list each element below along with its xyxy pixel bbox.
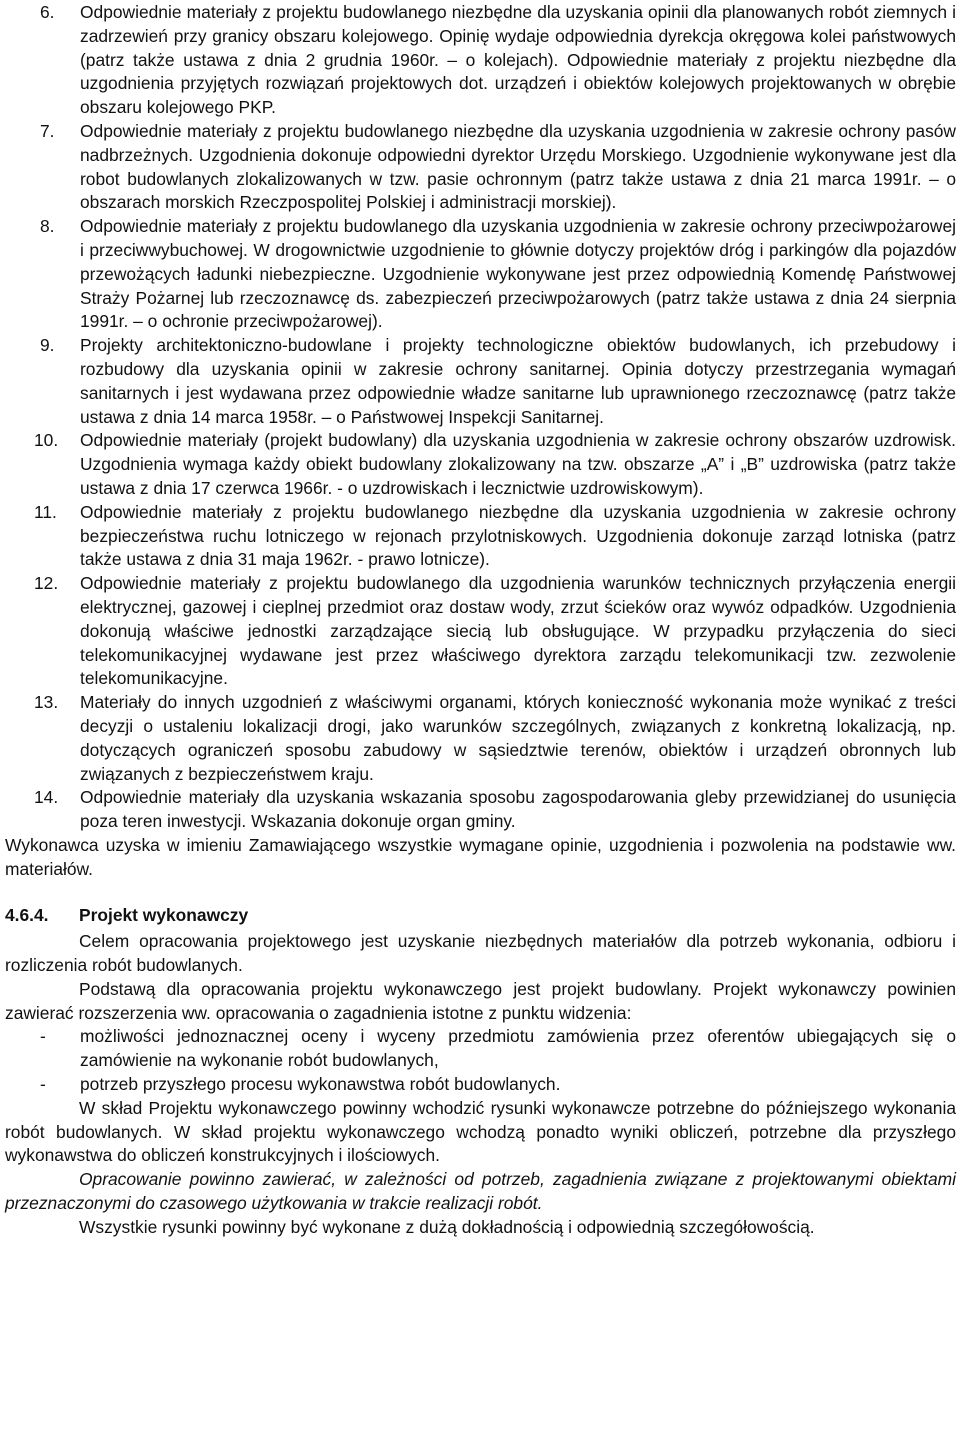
section-title: Projekt wykonawczy xyxy=(79,905,249,926)
list-text: Odpowiednie materiały (projekt budowlany) dla uzyskania uzgodnienia w zakresie ochrony obszarów uzdrowisk. Uzgodnienia wymaga każdy obiekt budowlany zlokalizowany na tzw. obszarze „A” i „B” uzdrowiska (patrz także ustawa z dnia 17 czerwca 1966r. - o uzdrowiskach i lecznictwie uzdrowiskowym). xyxy=(80,430,956,498)
list-text: Odpowiednie materiały z projektu budowlanego niezbędne dla uzyskania uzgodnienia w zakresie ochrony bezpieczeństwa ruchu lotniczego w rejonach przylotniskowych. Uzgodnienia dokonuje zarząd lotniska (patrz także ustawa z dnia 31 maja 1962r. - prawo lotnicze). xyxy=(80,501,956,570)
dash-text: potrzeb przyszłego procesu wykonawstwa robót budowlanych. xyxy=(80,1074,561,1095)
section-paragraph-1: Celem opracowania projektowego jest uzyskanie niezbędnych materiałów dla potrzeb wykonania, odbioru i rozliczenia robót budowlanych. xyxy=(5,931,956,976)
dash-mark: - xyxy=(40,1074,46,1095)
list-item-6 xyxy=(5,1,956,120)
list-number: 10. xyxy=(34,430,59,451)
dash-item xyxy=(5,1025,956,1073)
list-text: Projekty architektoniczno-budowlane i projekty technologiczne obiektów budowlanych, ich przebudowy i rozbudowy dla uzyskania opinii w zakresie ochrony sanitarnej. Opinia dotyczy przestrzegania wymagań sanitarnych i jest wydawana przez odpowiednie władze sanitarne lub uprawnionego rzeczoznawcę (patrz także ustawa z dnia 14 marca 1958r. – o Państwowej Inspekcji Sanitarnej. xyxy=(80,335,956,427)
section-paragraph-4: Opracowanie powinno zawierać, w zależności od potrzeb, zagadnienia związane z projektowanymi obiektami przeznaczonymi do czasowego użytkowania w trakcie realizacji robót. xyxy=(5,1169,956,1214)
closing-paragraph: Wykonawca uzyska w imieniu Zamawiającego wszystkie wymagane opinie, uzgodnienia i pozwolenia na podstawie ww. materiałów. xyxy=(5,834,956,879)
list-item-10 xyxy=(5,429,956,500)
list-number: 6. xyxy=(40,2,55,22)
list-text: Odpowiednie materiały z projektu budowlanego niezbędne dla uzyskania opinii dla planowanych robót ziemnych i zadrzewień przy granicy obszaru kolejowego. Opinię wydaje odpowiednia dyrekcja okręgowa kolei państwowych (patrz także ustawa z dnia 2 grudnia 1960r. – o kolejach). Odpowiednie materiały z projektu niezbędne dla uzgodnienia przyjętych rozwiązań projektowych dot. urządzeń i obiektów kolejowych projektowanych w obrębie obszaru kolejowego PKP. xyxy=(80,2,956,118)
section-heading xyxy=(5,904,956,928)
list-text: Odpowiednie materiały z projektu budowlanego dla uzgodnienia warunków technicznych przyłączenia energii elektrycznej, gazowej i cieplnej przedmiot oraz dostaw wody, zrzut ścieków oraz wywóz odpadków. Uzgodnienia dokonują właściwe jednostki zarządzające siecią lub obsługujące. W przypadku przyłączenia do sieci telekomunikacyjnej wydawane jest przez właściwego dyrektora zarządu telekomunikacji tzw. zezwolenie telekomunikacyjne. xyxy=(80,573,956,689)
list-item-12 xyxy=(5,572,956,691)
list-number: 11. xyxy=(34,501,57,522)
dash-item xyxy=(5,1073,956,1097)
section-paragraph-2: Podstawą dla opracowania projektu wykonawczego jest projekt budowlany. Projekt wykonawczy powinien zawierać rozszerzenia ww. opracowania o zagadnienia istotne z punktu widzenia: xyxy=(5,978,956,1023)
list-text: Odpowiednie materiały z projektu budowlanego niezbędne dla uzyskania uzgodnienia w zakresie ochrony pasów nadbrzeżnych. Uzgodnienia dokonuje odpowiedni dyrektor Urzędu Morskiego. Uzgodnienie wykonywane jest dla robot budowlanych zlokalizowanych w tzw. pasie ochronnym (patrz także ustawa z dnia 21 marca 1991r. – o obszarach morskich Rzeczpospolitej Polskiej i administracji morskiej). xyxy=(80,120,956,213)
list-text: Odpowiednie materiały z projektu budowlanego dla uzyskania uzgodnienia w zakresie ochrony przeciwpożarowej i przeciwwybuchowej. W drogownictwie uzgodnienie to głównie dotyczy projektów dróg i parkingów dla pojazdów przewożących ładunki niebezpieczne. Uzgodnienie wykonywane jest przez odpowiednią Komendę Państwowej Straży Pożarnej lub rzeczoznawcę ds. zabezpieczeń przeciwpożarowych (patrz także ustawa z dnia 24 sierpnia 1991r. – o ochronie przeciwpożarowej). xyxy=(80,216,956,332)
list-item-14 xyxy=(5,786,956,834)
list-text: Materiały do innych uzgodnień z właściwymi organami, których konieczność wykonania może wynikać z treści decyzji o ustaleniu lokalizacji drogi, jako warunków szczególnych, związanych z konkretną lokalizacją, np. dotyczących ograniczeń sposobu zabudowy w sąsiedztwie terenów, obiektów i urządzeń obronnych lub związanych z bezpieczeństwem kraju. xyxy=(80,692,956,784)
dash-mark: - xyxy=(40,1026,46,1047)
list-number: 13. xyxy=(34,692,59,713)
list-item-11 xyxy=(5,501,956,572)
list-number: 14. xyxy=(34,787,59,808)
list-number: 9. xyxy=(40,335,55,356)
list-item-9 xyxy=(5,334,956,429)
list-item-8 xyxy=(5,215,956,334)
list-number: 12. xyxy=(34,573,59,594)
list-item-7 xyxy=(5,120,956,215)
dash-text: możliwości jednoznacznej oceny i wyceny przedmiotu zamówienia przez oferentów ubiegających się o zamówienie na wykonanie robót budowlanych, xyxy=(80,1026,956,1071)
section-paragraph-3: W skład Projektu wykonawczego powinny wchodzić rysunki wykonawcze potrzebne do późniejszego wykonania robót budowlanych. W skład projektu wykonawczego wchodzą ponadto wyniki obliczeń, potrzebne dla przyszłego wykonawstwa do obliczeń konstrukcyjnych i ilościowych. xyxy=(5,1097,956,1166)
list-text: Odpowiednie materiały dla uzyskania wskazania sposobu zagospodarowania gleby przewidzianej do usunięcia poza teren inwestycji. Wskazania dokonuje organ gminy. xyxy=(80,787,956,832)
section-number: 4.6.4. xyxy=(5,905,49,926)
document-page xyxy=(5,1,956,1240)
list-item-13 xyxy=(5,691,956,786)
list-number: 7. xyxy=(40,120,55,141)
list-number: 8. xyxy=(40,216,55,237)
section-paragraph-5: Wszystkie rysunki powinny być wykonane z dużą dokładnością i odpowiednią szczegółowością. xyxy=(79,1216,815,1237)
